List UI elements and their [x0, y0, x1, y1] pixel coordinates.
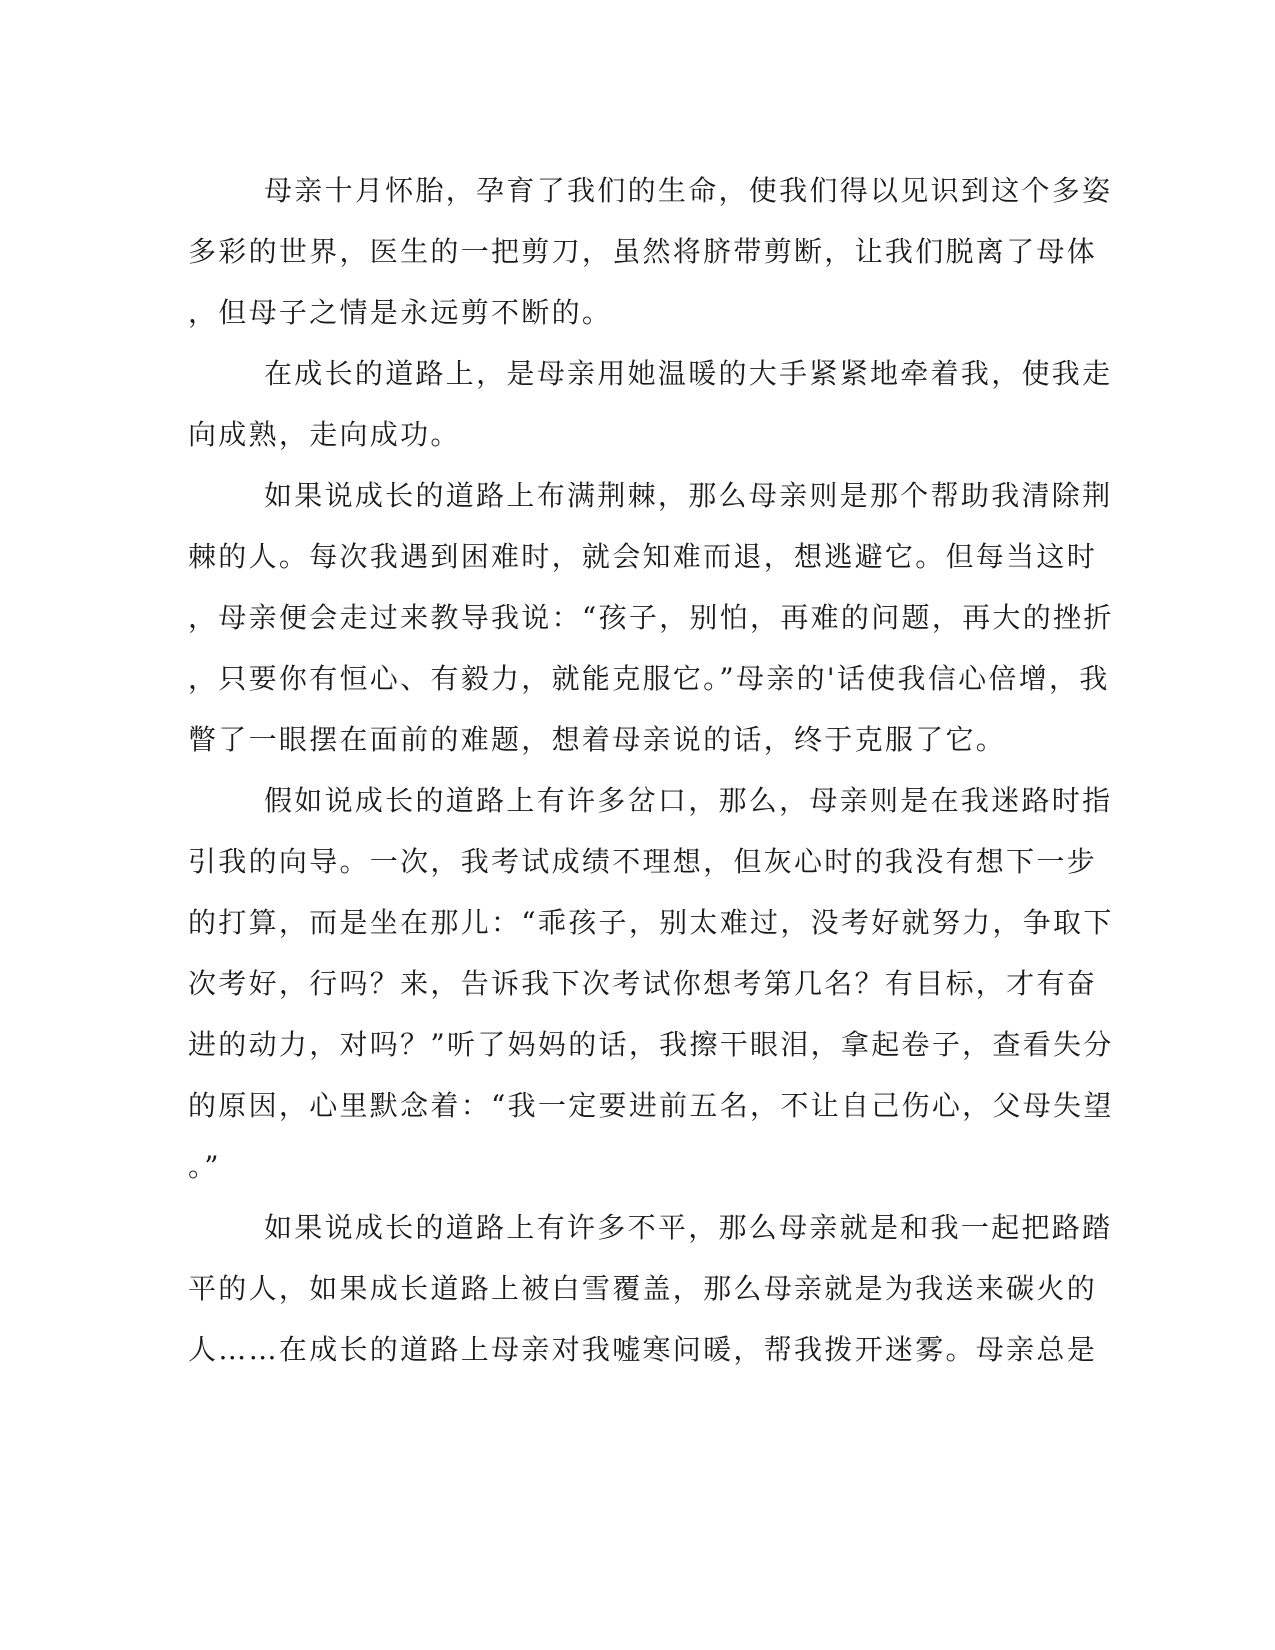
text-line: 棘的人。每次我遇到困难时，就会知难而退，想逃避它。但每当这时: [188, 540, 1098, 573]
text-line: ，只要你有恒心、有毅力，就能克服它。”母亲的'话使我信心倍增，我: [188, 662, 1110, 695]
text-line: 向成熟，走向成功。: [188, 418, 461, 451]
text-line: 的打算，而是坐在那儿：“乖孩子，别太难过，没考好就努力，争取下: [188, 906, 1114, 939]
text-line: 假如说成长的道路上有许多岔口，那么，母亲则是在我迷路时指: [264, 784, 1113, 817]
text-line: ，但母子之情是永远剪不断的。: [188, 296, 613, 329]
text-line: 次考好，行吗？来，告诉我下次考试你想考第几名？有目标，才有奋: [188, 967, 1098, 1000]
text-line: 母亲十月怀胎，孕育了我们的生命，使我们得以见识到这个多姿: [264, 174, 1113, 207]
text-line: 平的人，如果成长道路上被白雪覆盖，那么母亲就是为我送来碳火的: [188, 1272, 1098, 1305]
text-line: 如果说成长的道路上布满荆棘，那么母亲则是那个帮助我清除荆: [264, 479, 1113, 512]
text-line: 进的动力，对吗？”听了妈妈的话，我擦干眼泪，拿起卷子，查看失分: [188, 1028, 1114, 1061]
text-line: 。”: [188, 1150, 221, 1183]
text-line: 在成长的道路上，是母亲用她温暖的大手紧紧地牵着我，使我走: [264, 357, 1113, 390]
text-line: 的原因，心里默念着：“我一定要进前五名，不让自己伤心，父母失望: [188, 1089, 1114, 1122]
text-line: 多彩的世界，医生的一把剪刀，虽然将脐带剪断，让我们脱离了母体: [188, 235, 1098, 268]
text-line: 瞥了一眼摆在面前的难题，想着母亲说的话，终于克服了它。: [188, 723, 1007, 756]
text-line: 人……在成长的道路上母亲对我嘘寒问暖，帮我拨开迷雾。母亲总是: [188, 1333, 1098, 1366]
text-line: 引我的向导。一次，我考试成绩不理想，但灰心时的我没有想下一步: [188, 845, 1098, 878]
text-line: ，母亲便会走过来教导我说：“孩子，别怕，再难的问题，再大的挫折: [188, 601, 1114, 634]
document-body: [188, 160, 1114, 1380]
text-line: 如果说成长的道路上有许多不平，那么母亲就是和我一起把路踏: [264, 1211, 1113, 1244]
